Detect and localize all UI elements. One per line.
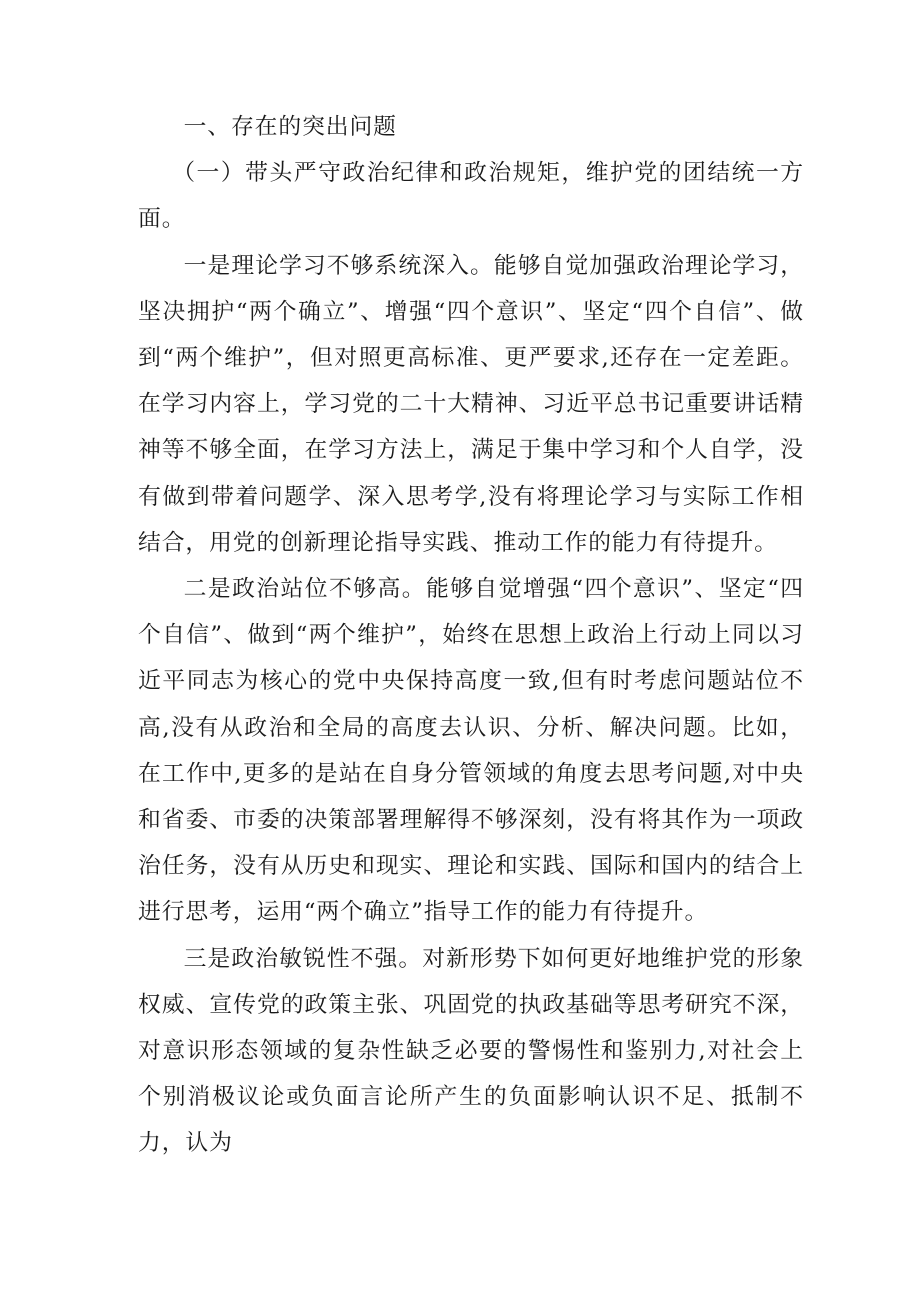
section-title: 一、存在的突出问题 [183, 114, 397, 140]
subsection-title: （一）带头严守政治纪律和政治规矩，维护党的团结统一方面。 [138, 160, 804, 233]
paragraph-political-stance: 二是政治站位不够高。能够自觉增强“四个意识”、坚定“四个自信”、做到“两个维护”，始终在思想上政治上行动上同以习近平同志为核心的党中央保持高度一致,但有时考虑问题站位不高,没有从政治和全局的高度去认识、分析、解决问题。比如，在工作中,更多的是站在自身分管领域的角度去思考问题,对中央和省委、市委的决策部署理解得不够深刻，没有将其作为一项政治任务，没有从历史和现实、理论和实践、国际和国内的结合上进行思考，运用“两个确立”指导工作的能力有待提升。 [138, 576, 804, 926]
paragraph-theory-study: 一是理论学习不够系统深入。能够自觉加强政治理论学习，坚决拥护“两个确立”、增强“四个意识”、坚定“四个自信”、做到“两个维护”，但对照更高标准、更严要求,还存在一定差距。在学习内容上，学习党的二十大精神、习近平总书记重要讲话精神等不够全面，在学习方法上，满足于集中学习和个人自学，没有做到带着问题学、深入思考学,没有将理论学习与实际工作相结合，用党的创新理论指导实践、推动工作的能力有待提升。 [138, 252, 804, 556]
paragraph-political-sensitivity: 三是政治敏锐性不强。对新形势下如何更好地维护党的形象权威、宣传党的政策主张、巩固党的执政基础等思考研究不深，对意识形态领域的复杂性缺乏必要的警惕性和鉴别力,对社会上个别消极议论或负面言论所产生的负面影响认识不足、抵制不力，认为 [138, 945, 804, 1157]
document-body [138, 104, 804, 1167]
